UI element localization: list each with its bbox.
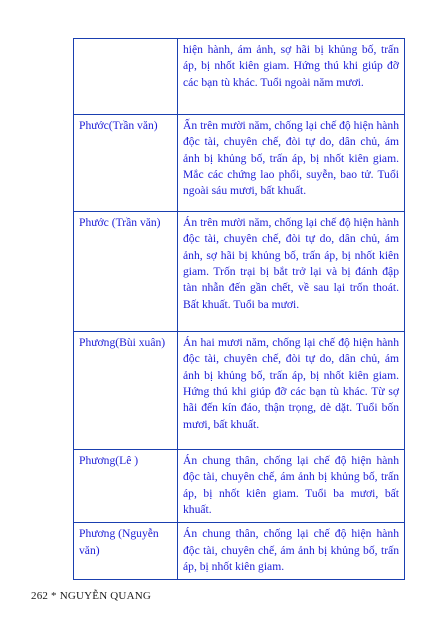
table-row — [74, 523, 405, 580]
name-cell: Phước (Trần văn) — [74, 212, 178, 332]
name-cell: Phương(Lê ) — [74, 450, 178, 523]
table-row — [74, 39, 405, 115]
name-cell — [74, 39, 178, 115]
description-cell: hiện hành, ám ảnh, sợ hãi bị khủng bố, trấn áp, bị nhốt kiên giam. Hứng thú khi giúp đỡ các bạn tù khác. Tuổi ngoài năm mươi. — [178, 39, 405, 115]
table-row — [74, 450, 405, 523]
name-cell: Phương(Bùi xuân) — [74, 332, 178, 450]
prisoner-table — [73, 38, 405, 580]
name-cell: Phương (Nguyễn văn) — [74, 523, 178, 580]
description-cell: Án chung thân, chống lại chế độ hiện hành độc tài, chuyên chế, ám ảnh bị khủng bố, trấn áp, bị nhốt kiên giam. — [178, 523, 405, 580]
table-row — [74, 332, 405, 450]
page-footer: 262 * NGUYỄN QUANG — [31, 590, 152, 602]
table-row — [74, 115, 405, 212]
table-row — [74, 212, 405, 332]
name-cell: Phước(Trần văn) — [74, 115, 178, 212]
description-cell: Án hai mươi năm, chống lại chế độ hiện hành độc tài, chuyên chế, đòi tự do, dân chủ, ám ảnh bị khủng bố, trấn áp, bị nhốt kiên giam. Hứng thú khi giúp đỡ các bạn tù khác. Từ sợ hãi đến kín đáo, thận trọng, dè dặt. Tuổi bốn mươi, bất khuất. — [178, 332, 405, 450]
description-cell: Ấn trên mười năm, chống lại chế độ hiện hành độc tài, chuyên chế, đòi tự do, dân chủ, ám ảnh bị khủng bố, trấn áp, bị nhốt kiên giam. Mắc các chứng lao phổi, suyễn, bao tử. Tuổi ngoài sáu mươi, bất khuất. — [178, 115, 405, 212]
description-cell: Án chung thân, chống lại chế độ hiện hành độc tài, chuyên chế, ám ảnh bị khủng bố, trấn áp, bị nhốt kiên giam. Tuổi ba mươi, bất khuất. — [178, 450, 405, 523]
description-cell: Án trên mười năm, chống lại chế độ hiện hành độc tài, chuyên chế, đòi tự do, dân chủ, ám ảnh, sợ hãi bị khủng bố, trấn áp, bị nhốt kiên giam. Trốn trại bị bắt trở lại và bị đánh đập tàn nhẫn đến gần chết, về sau lại trốn thoát. Bất khuất. Tuổi ba mươi. — [178, 212, 405, 332]
